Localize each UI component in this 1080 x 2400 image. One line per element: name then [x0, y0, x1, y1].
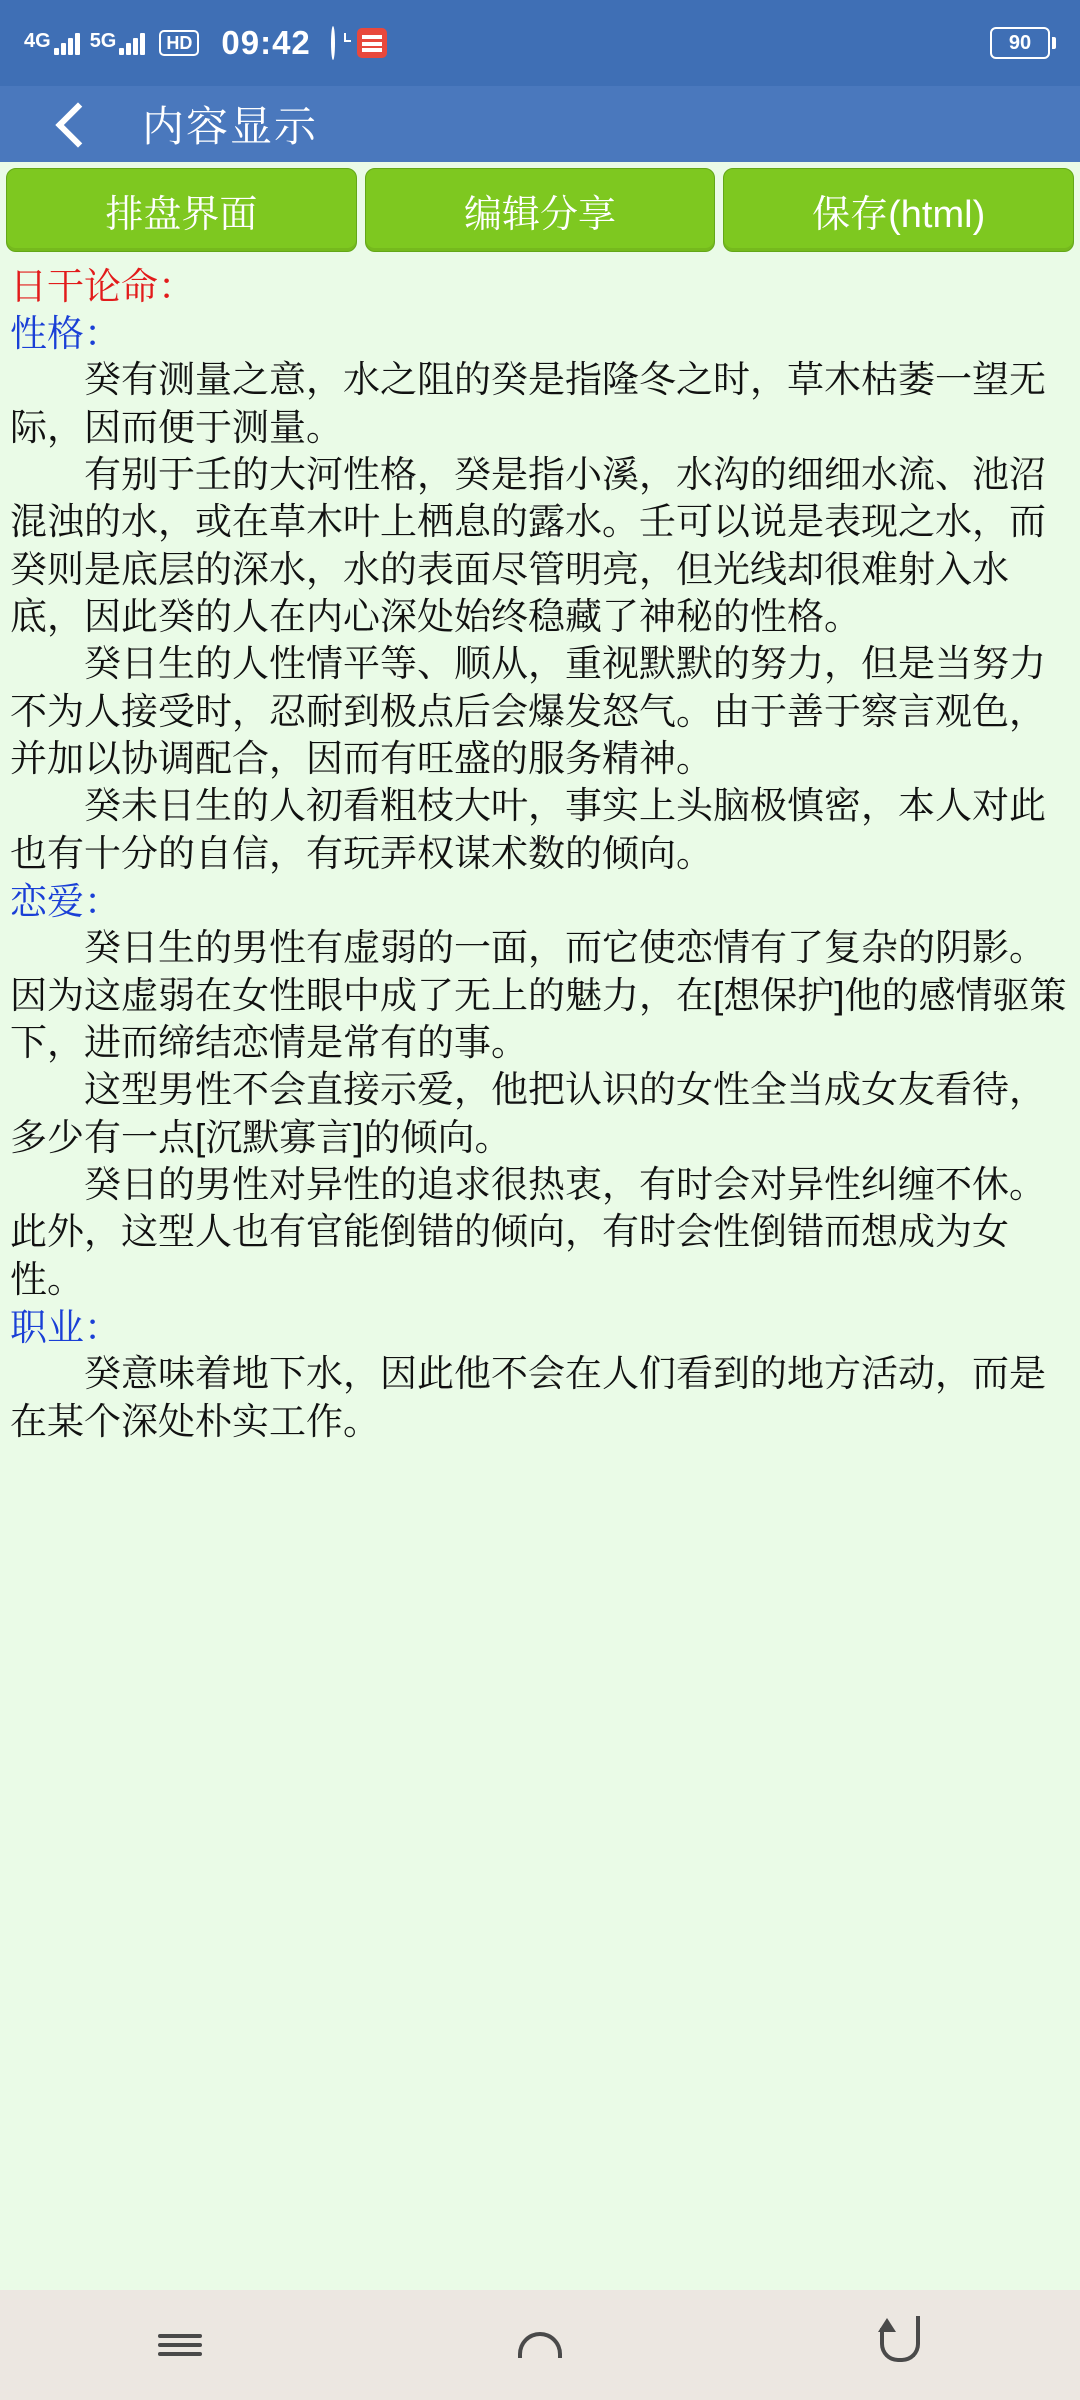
paragraph: 癸日的男性对异性的追求很热衷，有时会对异性纠缠不休。此外，这型人也有官能倒错的倾向，有时会性倒错而想成为女性。: [10, 1164, 1046, 1300]
paragraph: 癸日生的人性情平等、顺从，重视默默的努力，但是当努力不为人接受时，忍耐到极点后会爆发怒气。由于善于察言观色，并加以协调配合，因而有旺盛的服务精神。: [10, 643, 1046, 780]
page-title: 内容显示: [142, 103, 319, 150]
nav-back-icon[interactable]: [840, 2310, 960, 2380]
signal-bars-icon-1: [54, 31, 80, 55]
signal-bars-icon-2: [119, 31, 145, 55]
status-bar-left: [24, 24, 387, 62]
paragraph: 癸日生的男性有虚弱的一面，而它使恋情有了复杂的阴影。因为这虚弱在女性眼中成了无上的魅力，在[想保护]他的感情驱策下，进而缔结恋情是常有的事。: [10, 927, 1067, 1064]
edit-share-button[interactable]: 编辑分享: [365, 168, 716, 252]
paragraph: 这型男性不会直接示爱，他把认识的女性全当成女友看待，多少有一点[沉默寡言]的倾向。: [10, 1069, 1046, 1158]
menu-icon-glyph: [158, 2329, 202, 2361]
content-area[interactable]: [0, 256, 1080, 2290]
hd-voice-icon: HD: [159, 30, 199, 56]
signal-4g: [24, 31, 80, 55]
battery-indicator: [990, 27, 1056, 59]
menu-icon[interactable]: [120, 2310, 240, 2380]
network-type-label-2: 5G: [89, 30, 117, 52]
paragraph: 癸有测量之意，水之阻的癸是指隆冬之时，草木枯萎一望无际，因而便于测量。: [10, 359, 1046, 448]
network-type-label-1: 4G: [24, 30, 51, 52]
nav-back-icon-glyph: [880, 2328, 920, 2362]
content-main-heading: 日干论命：: [10, 266, 195, 307]
back-chevron-icon[interactable]: [52, 103, 94, 145]
system-navigation-bar: [0, 2290, 1080, 2400]
section-heading-love: 恋爱：: [10, 881, 121, 923]
section-heading-personality: 性格：: [10, 313, 121, 355]
section-heading-career: 职业：: [10, 1307, 121, 1349]
title-bar: [0, 86, 1080, 162]
home-icon[interactable]: [480, 2310, 600, 2380]
signal-5g: [90, 31, 146, 55]
status-bar: [0, 0, 1080, 86]
paragraph: 癸未日生的人初看粗枝大叶，事实上头脑极慎密，本人对此也有十分的自信，有玩弄权谋术数的倾向。: [10, 785, 1046, 874]
alarm-icon-wrap: [331, 30, 335, 56]
alarm-clock-icon: [331, 26, 335, 60]
app-notification-icon: [357, 28, 387, 58]
battery-level-label: 90: [990, 27, 1050, 59]
paragraph: 癸意味着地下水，因此他不会在人们看到的地方活动，而是在某个深处朴实工作。: [10, 1353, 1046, 1442]
status-clock: 09:42: [221, 24, 311, 61]
paragraph: 有别于壬的大河性格，癸是指小溪，水沟的细细水流、池沼混浊的水，或在草木叶上栖息的露水。壬可以说是表现之水，而癸则是底层的深水，水的表面尽管明亮，但光线却很难射入水底，因此癸的人在内心深处始终稳藏了神秘的性格。: [10, 453, 1046, 638]
action-button-row: [0, 162, 1080, 256]
save-html-button[interactable]: 保存(html): [723, 168, 1074, 252]
chart-view-button[interactable]: 排盘界面: [6, 168, 357, 252]
battery-cap-icon: [1052, 37, 1056, 49]
home-icon-glyph: [518, 2332, 562, 2358]
